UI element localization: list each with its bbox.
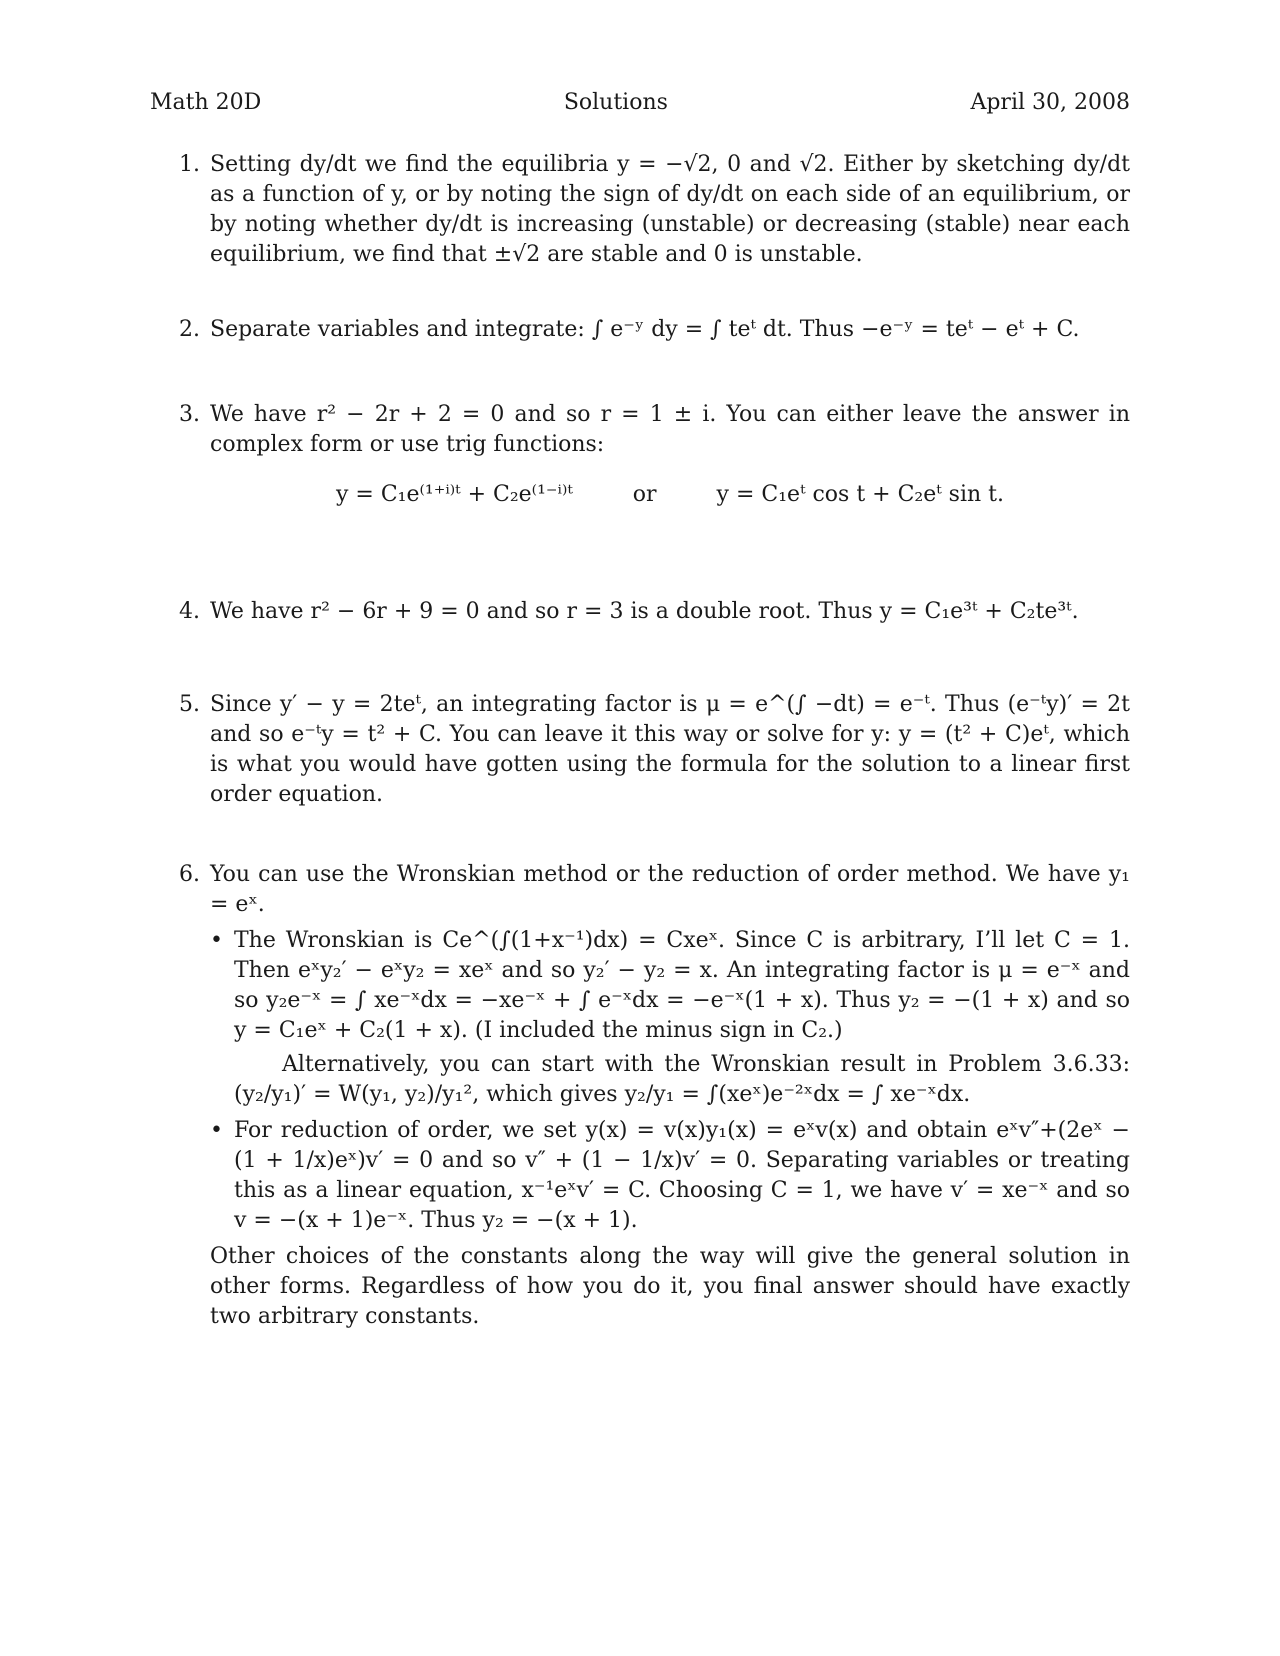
course-name: Math 20D (150, 90, 262, 115)
problem-text: Separate variables and integrate: ∫ e⁻ʸ dy = ∫ teᵗ dt. Thus −e⁻ʸ = teᵗ − eᵗ + C. (210, 317, 1080, 342)
problem-number: 5. (179, 692, 200, 717)
bullet-icon: • (210, 1118, 223, 1143)
bullet-icon: • (210, 928, 223, 953)
list-item-reduction (210, 1116, 1130, 1236)
wronskian-method-text: The Wronskian is Ce^(∫(1+x⁻¹)dx) = Cxeˣ. Since C is arbitrary, I’ll let C = 1. Then eˣy₂′ − eˣy₂ = xeˣ and so y₂′ − y₂ = x. An integrating factor is μ = e⁻ˣ and so y₂e⁻ˣ = ∫ xe⁻ˣdx = −xe⁻ˣ + ∫ e⁻ˣdx = −e⁻ˣ(1 + x). Thus y₂ = −(1 + x) and so y = C₁eˣ + C₂(1 + x). (I included the minus sign in C₂.) (234, 928, 1130, 1043)
complex-form-equation: y = C₁e⁽¹⁺ⁱ⁾ᵗ + C₂e⁽¹⁻ⁱ⁾ᵗ (335, 482, 573, 507)
page-header (150, 90, 1130, 115)
problem-number: 1. (179, 152, 200, 177)
problem-text: We have r² − 2r + 2 = 0 and so r = 1 ± i. You can either leave the answer in complex form or use trig functions: (210, 402, 1130, 457)
trig-form-equation: y = C₁eᵗ cos t + C₂eᵗ sin t. (716, 482, 1005, 507)
problem-text: Setting dy/dt we find the equilibria y = −√2, 0 and √2. Either by sketching dy/dt as a function of y, or by noting the sign of dy/dt on each side of an equilibrium, or by noting whether dy/dt is increasing (unstable) or decreasing (stable) near each equilibrium, we find that ±√2 are stable and 0 is unstable. (210, 152, 1130, 267)
problem-text: Since y′ − y = 2teᵗ, an integrating factor is μ = e^(∫ −dt) = e⁻ᵗ. Thus (e⁻ᵗy)′ = 2t and so e⁻ᵗy = t² + C. You can leave it this way or solve for y: y = (t² + C)eᵗ, which is what you would have gotten using the formula for the solution to a linear first order equation. (210, 692, 1130, 807)
problem-5 (150, 690, 1130, 810)
problem-body (210, 400, 1130, 510)
or-label: or (632, 482, 657, 507)
problem-text: We have r² − 6r + 9 = 0 and so r = 3 is a double root. Thus y = C₁e³ᵗ + C₂te³ᵗ. (210, 599, 1079, 624)
document-title: Solutions (563, 90, 668, 115)
problem-1 (150, 150, 1130, 270)
problem-number: 2. (179, 317, 200, 342)
problem-body (210, 860, 1130, 1332)
display-equations (210, 480, 1130, 510)
problem-6 (150, 860, 1130, 1332)
problem-number: 4. (179, 599, 200, 624)
problem-2 (150, 315, 1130, 345)
document-date: April 30, 2008 (970, 90, 1130, 115)
problem-4 (150, 597, 1130, 627)
reduction-method-text: For reduction of order, we set y(x) = v(x)y₁(x) = eˣv(x) and obtain eˣv″+(2eˣ − (1 + 1/x)eˣ)v′ = 0 and so v″ + (1 − 1/x)v′ = 0. Separating variables or treating this as a linear equation, x⁻¹eˣv′ = C. Choosing C = 1, we have v′ = xe⁻ˣ and so v = −(x + 1)e⁻ˣ. Thus y₂ = −(x + 1). (234, 1118, 1130, 1233)
list-item-wronskian (210, 926, 1130, 1110)
problem-text: You can use the Wronskian method or the reduction of order method. We have y₁ = eˣ. (210, 862, 1130, 917)
problem-number: 3. (179, 402, 200, 427)
problem-3 (150, 400, 1130, 510)
alternative-text: Alternatively, you can start with the Wronskian result in Problem 3.6.33: (y₂/y₁)′ = W(y₁, y₂)/y₁², which gives y₂/y₁ = ∫(xeˣ)e⁻²ˣdx = ∫ xe⁻ˣdx. (234, 1052, 1130, 1107)
closing-note: Other choices of the constants along the way will give the general solution in other forms. Regardless of how you do it, you final answer should have exactly two arbitrary constants. (210, 1244, 1130, 1329)
problem-number: 6. (179, 862, 200, 887)
